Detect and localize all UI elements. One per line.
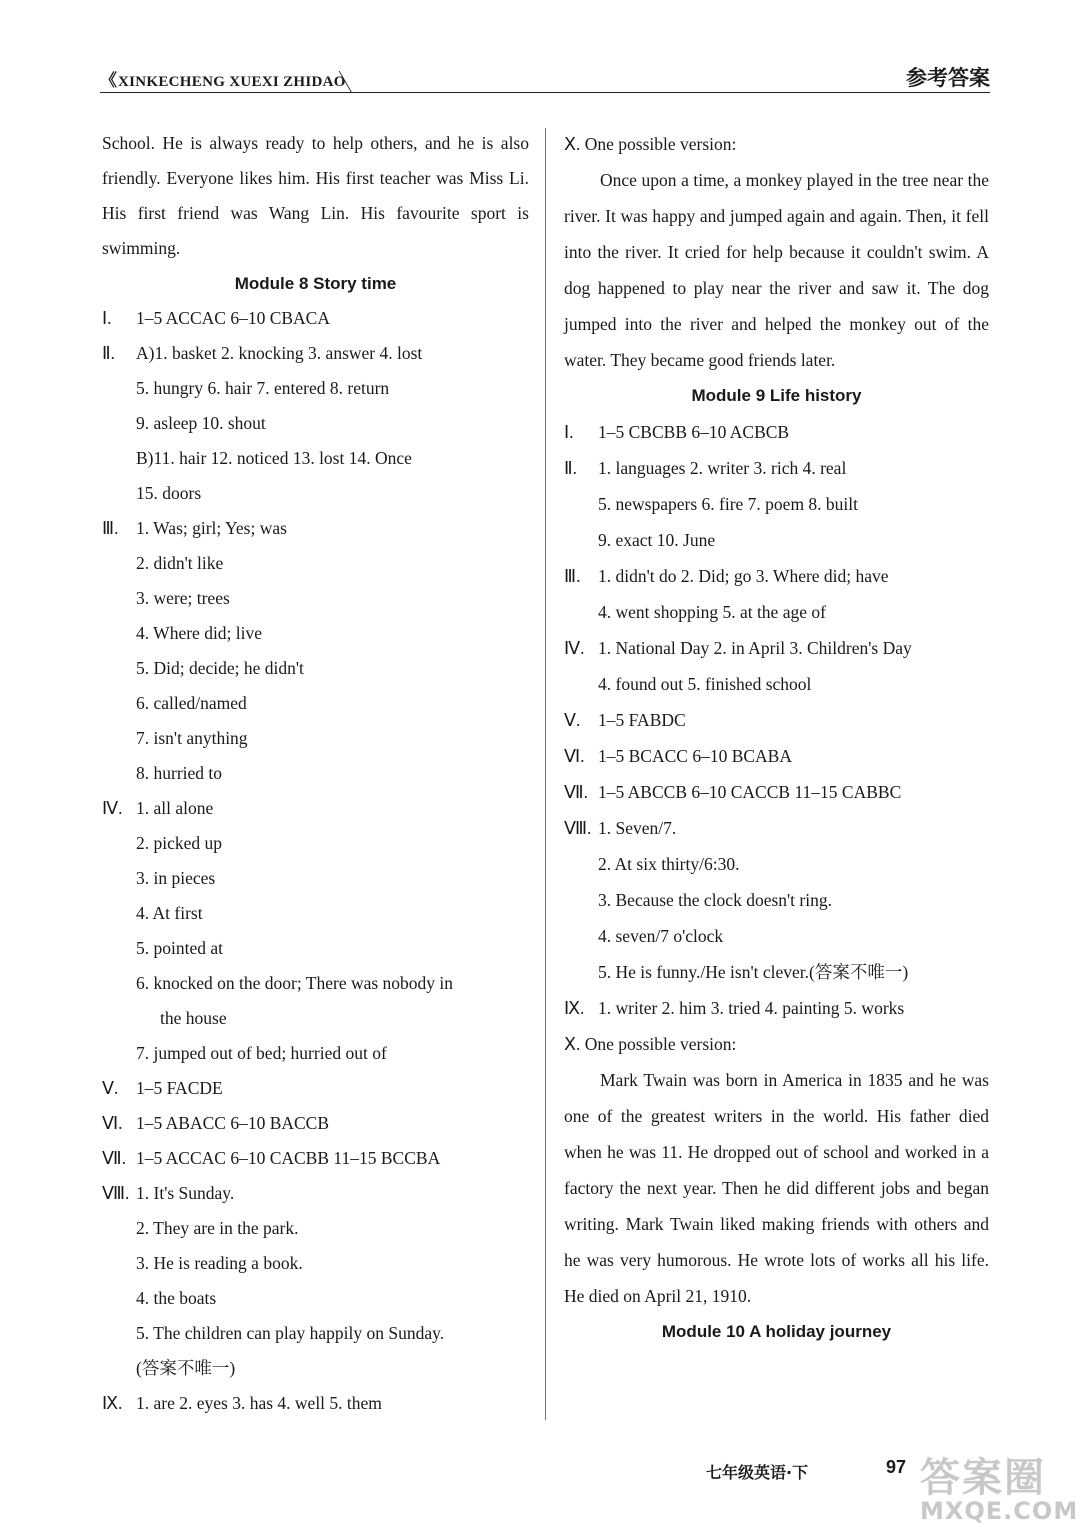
list-item: 5. The children can play happily on Sunday. xyxy=(136,1323,445,1343)
section-6: Ⅵ. 1–5 BCACC 6–10 BCABA xyxy=(564,746,792,766)
section-2: Ⅱ. 1. languages 2. writer 3. rich 4. real xyxy=(564,458,847,478)
module-10-heading: Module 10 A holiday journey xyxy=(661,1322,892,1341)
intro-paragraph: School. He is always ready to help others, and he is also friendly. Everyone likes him. His first teacher was Miss Li. His first friend was Wang Lin. His favourite sport is swimming. xyxy=(102,133,529,258)
section-6: Ⅵ. 1–5 ABACC 6–10 BACCB xyxy=(102,1113,330,1133)
section-5: Ⅴ. 1–5 FABDC xyxy=(564,710,686,730)
section-2-line: 5. newspapers 6. fire 7. poem 8. built xyxy=(598,494,859,514)
footer-book-title: 七年级英语·下 xyxy=(706,1463,809,1482)
list-item-note: (答案不唯一) xyxy=(136,1358,236,1378)
story-paragraph: Once upon a time, a monkey played in the tree near the river. It was happy and jumped again and again. Then, it fell into the river. It cried for help because it couldn't swim. A dog happened to play near the river and saw it. The dog jumped into the river and helped the monkey out of the water. They became good friends later. xyxy=(564,170,989,370)
page-header xyxy=(100,62,990,102)
module-9-heading: Module 9 Life history xyxy=(691,386,862,405)
section-2-line: B)11. hair 12. noticed 13. lost 14. Once xyxy=(136,448,412,468)
list-item: 4. At first xyxy=(136,903,203,923)
section-4-line: 4. found out 5. finished school xyxy=(598,674,812,694)
list-item: 2. They are in the park. xyxy=(136,1218,299,1238)
list-item: 7. isn't anything xyxy=(136,728,248,748)
page-number: 97 xyxy=(886,1457,907,1477)
section-2: Ⅱ. A)1. basket 2. knocking 3. answer 4. lost xyxy=(102,343,423,363)
list-item: 2. At six thirty/6:30. xyxy=(598,854,740,874)
list-item: 7. jumped out of bed; hurried out of xyxy=(136,1043,387,1063)
watermark-logo: 答案圈 MXQE.COM xyxy=(920,1455,1079,1525)
section-2-line: 5. hungry 6. hair 7. entered 8. return xyxy=(136,378,390,398)
section-4: Ⅳ. 1. National Day 2. in April 3. Children's Day xyxy=(564,638,912,658)
section-1: Ⅰ. 1–5 ACCAC 6–10 CBACA xyxy=(102,308,330,328)
list-item: 5. pointed at xyxy=(136,938,223,958)
section-3: Ⅲ. 1. Was; girl; Yes; was xyxy=(102,518,287,538)
list-item: 4. the boats xyxy=(136,1288,217,1308)
section-2-line: 9. exact 10. June xyxy=(598,530,716,550)
section-4: Ⅳ. 1. all alone xyxy=(102,798,214,818)
list-item: 8. hurried to xyxy=(136,763,223,783)
double-chevron-left-icon: 《 xyxy=(100,71,114,90)
list-item: 3. Because the clock doesn't ring. xyxy=(598,890,832,910)
section-7: Ⅶ. 1–5 ABCCB 6–10 CACCB 11–15 CABBC xyxy=(564,782,902,802)
section-3: Ⅲ. 1. didn't do 2. Did; go 3. Where did; have xyxy=(564,566,889,586)
list-item: 4. Where did; live xyxy=(136,623,263,643)
section-10-label: Ⅹ. One possible version: xyxy=(564,1034,737,1054)
list-item: 6. called/named xyxy=(136,693,247,713)
section-9: Ⅸ. 1. are 2. eyes 3. has 4. well 5. them xyxy=(102,1393,382,1413)
module-8-heading: Module 8 Story time xyxy=(234,274,397,293)
series-title: 《 XINKECHENG XUEXI ZHIDAO xyxy=(100,71,346,90)
list-item: 5. He is funny./He isn't clever.(答案不唯一) xyxy=(598,962,909,982)
list-item: 5. Did; decide; he didn't xyxy=(136,658,304,678)
list-item: 4. seven/7 o'clock xyxy=(598,926,724,946)
section-10-label: Ⅹ. One possible version: xyxy=(564,134,737,154)
section-8: Ⅷ. 1. Seven/7. xyxy=(564,818,677,838)
list-item: 3. He is reading a book. xyxy=(136,1253,303,1273)
section-3-line: 4. went shopping 5. at the age of xyxy=(598,602,826,622)
left-column xyxy=(102,126,529,1421)
list-item-continuation: the house xyxy=(160,1008,227,1028)
section-2-line: 9. asleep 10. shout xyxy=(136,413,266,433)
section-9: Ⅸ. 1. writer 2. him 3. tried 4. painting 5. works xyxy=(564,998,905,1018)
section-5: Ⅴ. 1–5 FACDE xyxy=(102,1078,223,1098)
section-7: Ⅶ. 1–5 ACCAC 6–10 CACBB 11–15 BCCBA xyxy=(102,1148,441,1168)
header-rule xyxy=(100,92,990,93)
section-8: Ⅷ. 1. It's Sunday. xyxy=(102,1183,235,1203)
section-2-line: 15. doors xyxy=(136,483,202,503)
list-item: 2. didn't like xyxy=(136,553,224,573)
section-title: 参考答案 xyxy=(906,66,990,90)
list-item: 6. knocked on the door; There was nobody in xyxy=(136,973,454,993)
mark-twain-paragraph: Mark Twain was born in America in 1835 and he was one of the greatest writers in the world. His father died when he was 11. He dropped out of school and worked in a factory the next year. Then he did different jobs and began writing. Mark Twain liked making friends with others and he was very humorous. He wrote lots of works all his life. He died on April 21, 1910. xyxy=(564,1070,989,1306)
column-divider xyxy=(545,128,546,1420)
right-column xyxy=(564,126,989,1350)
section-1: Ⅰ. 1–5 CBCBB 6–10 ACBCB xyxy=(564,422,790,442)
list-item: 3. in pieces xyxy=(136,868,216,888)
list-item: 3. were; trees xyxy=(136,588,230,608)
list-item: 2. picked up xyxy=(136,833,223,853)
